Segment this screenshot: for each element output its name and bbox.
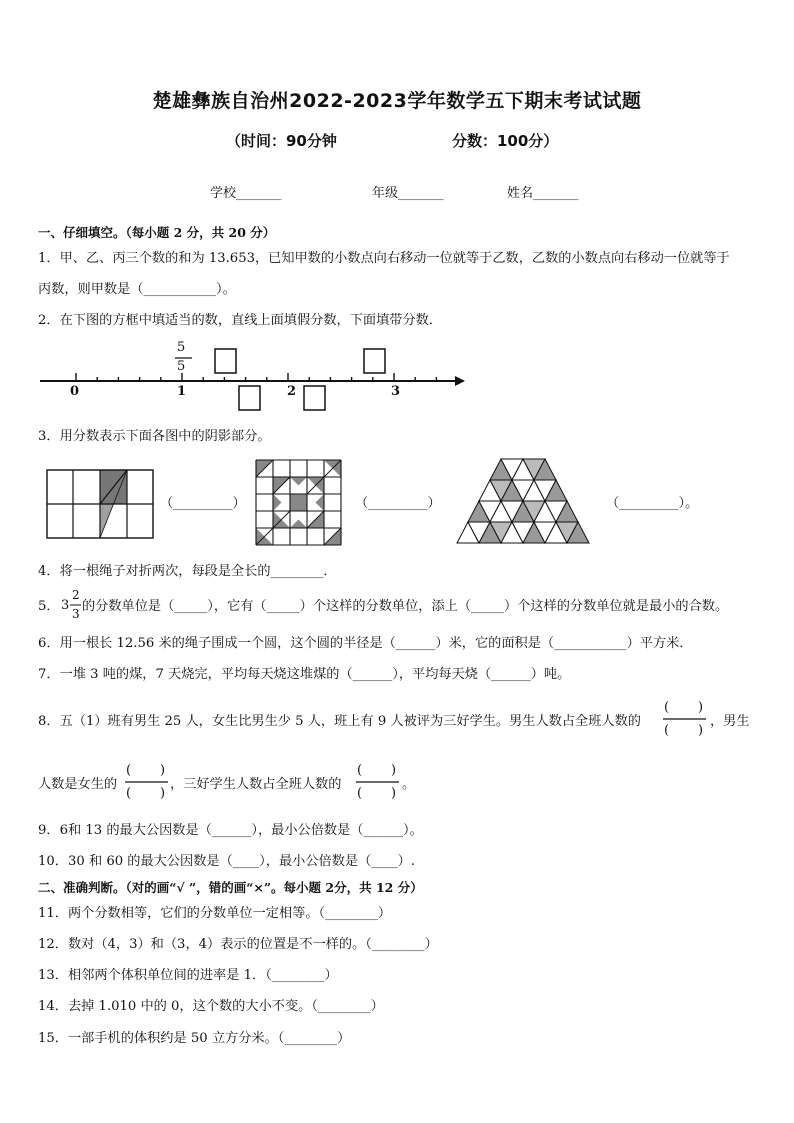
school-field[interactable]: 学校_______	[210, 186, 282, 201]
section2-heading: 二、准确判断。（对的画“√ ”，错的画“×”。每小题 2分，共 12 分）	[38, 880, 423, 895]
section1-heading: 一、仔细填空。（每小题 2 分，共 20 分）	[38, 225, 276, 240]
q13-text: 13．相邻两个体积单位间的进率是 1．（________）	[38, 968, 338, 983]
fraction-denominator: 5	[177, 359, 186, 374]
q5-prefix: 5．	[38, 599, 60, 614]
q3-blank3[interactable]: （_________）。	[606, 496, 699, 511]
q8-line2a: 人数是女生的	[38, 777, 118, 792]
answer-box[interactable]	[304, 386, 325, 410]
shaded-triangle	[290, 477, 307, 486]
name-field[interactable]: 姓名_______	[507, 186, 579, 201]
q1-line1: 1．甲、乙、丙三个数的和为 13.653，已知甲数的小数点向右移动一位就等于乙数，乙数的小数点向右移动一位就等于	[38, 251, 730, 266]
frac-paren-close: )	[160, 786, 166, 801]
tick-label-3: 3	[391, 384, 401, 399]
page-title: 楚雄彝族自治州2022-2023学年数学五下期末考试试题	[152, 90, 642, 112]
q8-line2b: ，三好学生人数占全班人数的	[170, 777, 342, 792]
tick-label-1: 1	[177, 384, 187, 399]
triangle-trapezoid-figure	[443, 455, 603, 547]
frac-paren-close: )	[160, 763, 166, 778]
frac-bar	[356, 781, 400, 783]
shaded-square	[290, 494, 307, 511]
frac-paren-close: )	[698, 700, 704, 715]
frac-paren-open: (	[126, 763, 132, 778]
frac-bar	[125, 781, 169, 783]
answer-box[interactable]	[364, 349, 385, 373]
q3-blank2[interactable]: （_________）	[355, 496, 441, 511]
q11-text: 11．两个分数相等，它们的分数单位一定相等。（________）	[38, 906, 392, 921]
grid-figure	[45, 468, 155, 540]
q5-text: 的分数单位是（_____），它有（_____）个这样的分数单位，添上（_____）个这样的分数单位就是最小的合数。	[82, 599, 729, 614]
q8-line1-end: ，男生	[710, 714, 750, 729]
q15-text: 15．一部手机的体积约是 50 立方分米。（________）	[38, 1031, 351, 1046]
frac-paren-close: )	[698, 723, 704, 738]
q8-line1: 8．五（1）班有男生 25 人，女生比男生少 5 人，班上有 9 人被评为三好学生。男生人数占全班人数的	[38, 714, 641, 729]
q2-text: 2．在下图的方框中填适当的数，直线上面填假分数，下面填带分数．	[38, 313, 443, 328]
q1-line2: 丙数，则甲数是（___________）。	[38, 282, 236, 297]
square-pattern-figure	[253, 458, 349, 544]
tick-label-0: 0	[70, 384, 80, 399]
q12-text: 12．数对（4，3）和（3，4）表示的位置是不一样的。（________）	[38, 937, 438, 952]
frac-paren-close: )	[391, 763, 397, 778]
q5-denominator: 3	[72, 607, 80, 621]
q9-text: 9．6和 13 的最大公因数是（______），最小公倍数是（______）。	[38, 823, 423, 838]
frac-paren-open: (	[126, 786, 132, 801]
q5-numerator: 2	[72, 588, 80, 602]
q6-text: 6．用一根长 12.56 米的绳子围成一个圆，这个圆的半径是（______）米，它的面积是（___________）平方米．	[38, 636, 693, 651]
q7-text: 7．一堆 3 吨的煤，7 天烧完，平均每天烧这堆煤的（______），平均每天烧（______）吨。	[38, 667, 571, 682]
shaded-triangle	[316, 494, 325, 511]
q4-text: 4．将一根绳子对折两次，每段是全长的________．	[38, 564, 337, 579]
grade-field[interactable]: 年级_______	[372, 186, 444, 201]
shaded-triangle	[290, 520, 307, 529]
frac-paren-open: (	[664, 700, 670, 715]
answer-box[interactable]	[239, 386, 260, 410]
q5-fraction-bar	[70, 604, 82, 606]
q3-blank1[interactable]: （_________）	[160, 496, 246, 511]
frac-bar	[663, 718, 707, 720]
q5-whole: 3	[61, 598, 70, 613]
q8-line2c: 。	[402, 777, 416, 792]
number-line	[0, 330, 794, 420]
frac-paren-close: )	[391, 786, 397, 801]
shaded-triangle	[273, 494, 282, 511]
frac-paren-open: (	[664, 723, 670, 738]
q14-text: 14．去掉 1.010 中的 0，这个数的大小不变。（________）	[38, 999, 384, 1014]
q10-text: 10．30 和 60 的最大公因数是（____），最小公倍数是（____）.	[38, 854, 416, 869]
frac-paren-open: (	[357, 786, 363, 801]
answer-box[interactable]	[215, 349, 236, 373]
frac-paren-open: (	[357, 763, 363, 778]
tick-label-2: 2	[287, 384, 297, 399]
score-label: 分数：100分）	[452, 132, 559, 150]
q3-text: 3．用分数表示下面各图中的阴影部分。	[38, 429, 271, 444]
time-label: （时间：90分钟	[226, 132, 337, 150]
fraction-numerator: 5	[177, 340, 186, 355]
